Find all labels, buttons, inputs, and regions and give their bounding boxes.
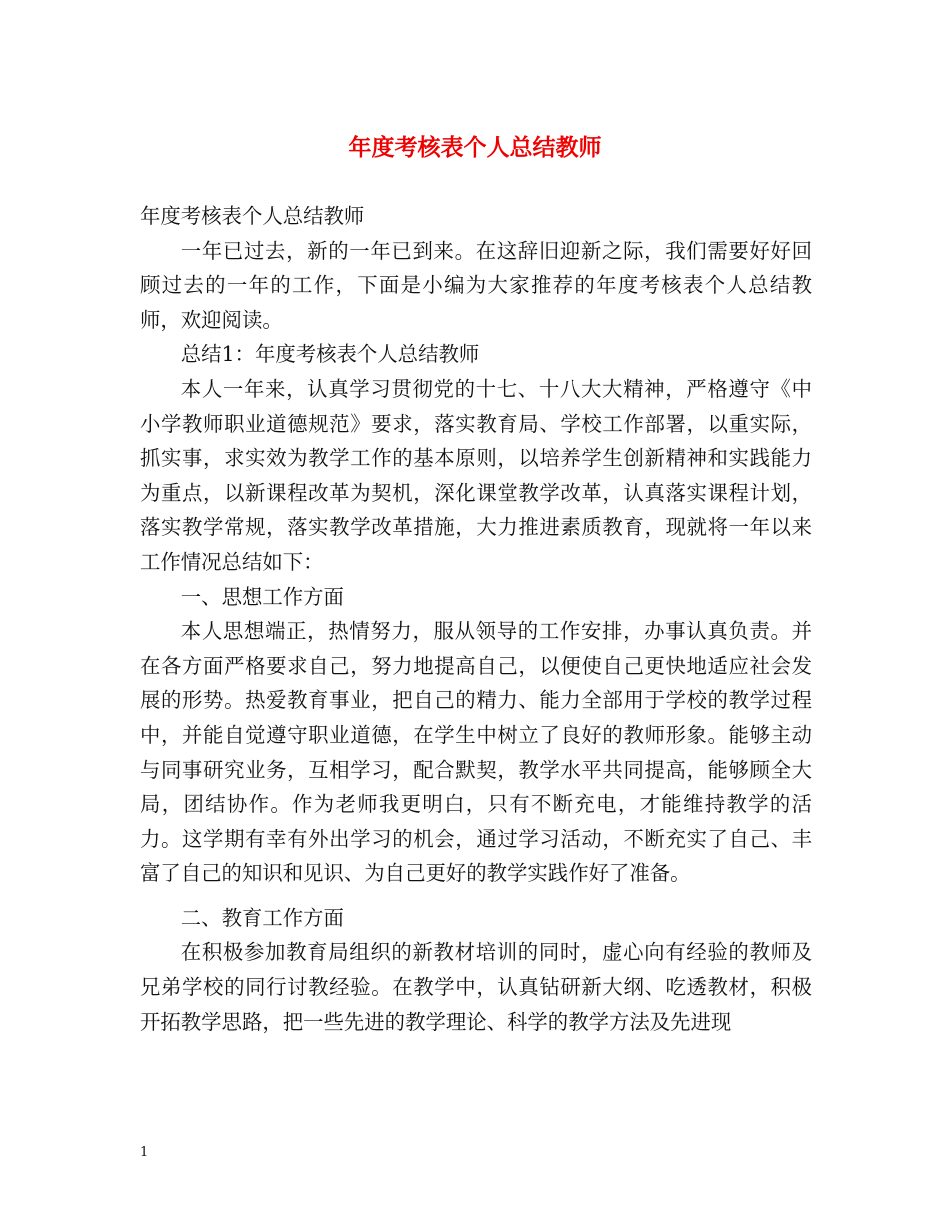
section-heading-education: 二、教育工作方面: [180, 905, 344, 930]
section-heading-ideology: 一、思想工作方面: [180, 584, 344, 609]
paragraph-ideology: 本人思想端正，热情努力，服从领导的工作安排，办事认真负责。并在各方面严格要求自己，努力地提高自己，以便使自己更快地适应社会发展的形势。热爱教育事业，把自己的精力、能力全部用于学校的教学过程中，并能自觉遵守职业道德，在学生中树立了良好的教师形象。能够主动与同事研究业务，互相学习，配合默契，教学水平共同提高，能够顾全大局，团结协作。作为老师我更明白，只有不断充电，才能维持教学的活力。这学期有幸有外出学习的机会，通过学习活动，不断充实了自己、丰富了自己的知识和见识、为自己更好的教学实践作好了准备。: [140, 619, 812, 886]
paragraph-heading: 年度考核表个人总结教师: [140, 204, 365, 228]
document-body: [140, 199, 812, 1039]
section-heading-summary-1: 总结1：年度考核表个人总结教师: [180, 342, 480, 367]
page-number: 1: [140, 1145, 149, 1160]
paragraph-overview: 本人一年来，认真学习贯彻党的十七、十八大大精神，严格遵守《中小学教师职业道德规范》要求，落实教育局、学校工作部署，以重实际，抓实事，求实效为教学工作的基本原则，以培养学生创新精神和实践能力为重点，以新课程改革为契机，深化课堂教学改革，认真落实课程计划，落实教学常规，落实教学改革措施，大力推进素质教育，现就将一年以来工作情况总结如下：: [140, 376, 812, 574]
paragraph-intro: 一年已过去，新的一年已到来。在这辞旧迎新之际，我们需要好好回顾过去的一年的工作，下面是小编为大家推荐的年度考核表个人总结教师，欢迎阅读。: [140, 238, 812, 332]
document-title: 年度考核表个人总结教师: [348, 134, 602, 161]
paragraph-education: 在积极参加教育局组织的新教材培训的同时，虚心向有经验的教师及兄弟学校的同行讨教经验。在教学中，认真钻研新大纲、吃透教材，积极开拓教学思路，把一些先进的教学理论、科学的教学方法及先进现: [140, 940, 812, 1034]
